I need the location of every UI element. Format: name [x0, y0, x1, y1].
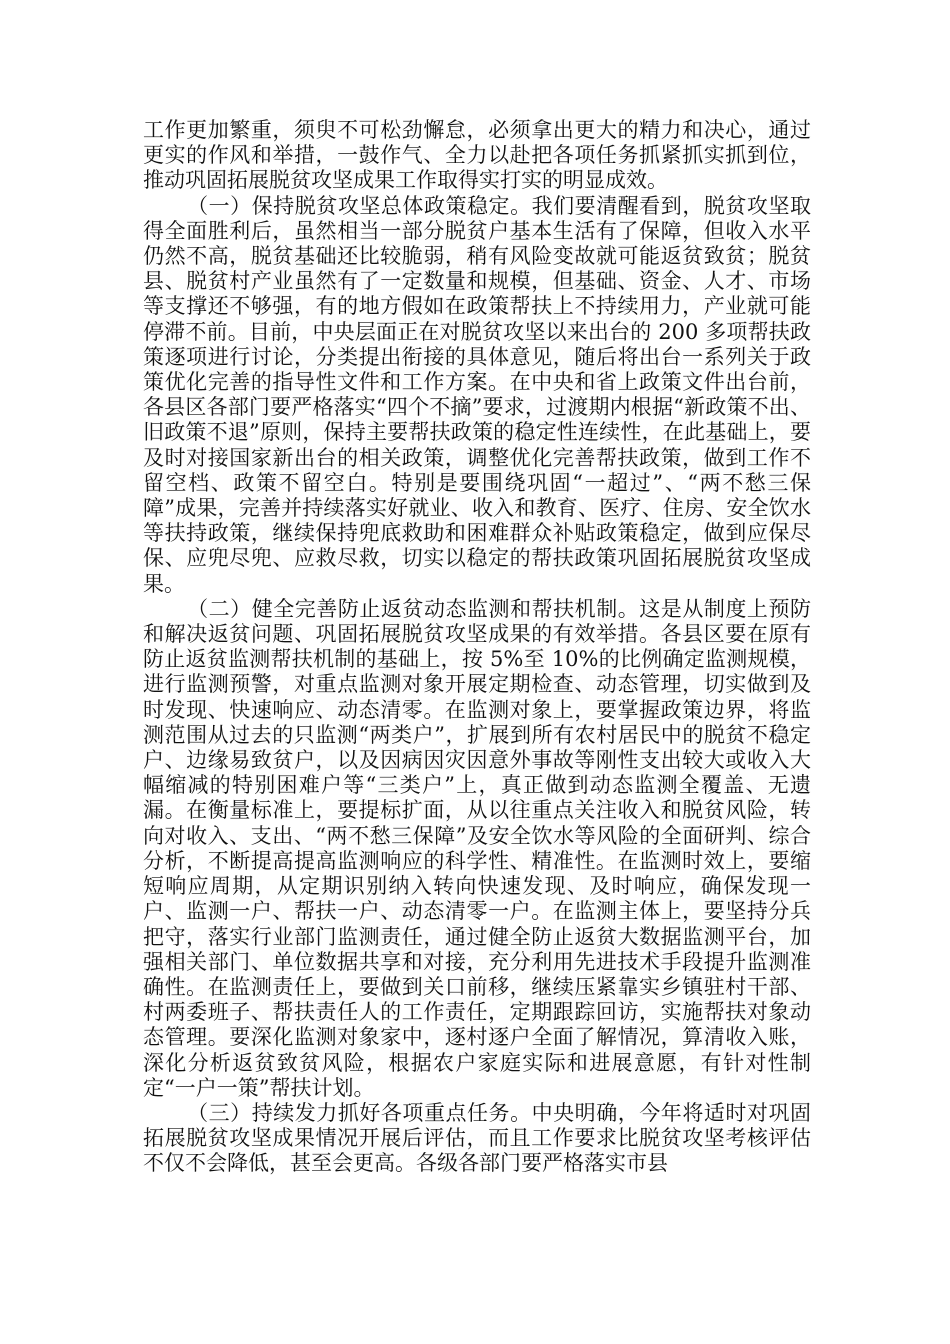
paragraph-section-3: （三）持续发力抓好各项重点任务。中央明确，今年将适时对巩固拓展脱贫攻坚成果情况开展后评估，而且工作要求比脱贫攻坚考核评估不仅不会降低，甚至会更高。各级各部门要严格落实市县	[143, 1100, 811, 1176]
paragraph-opening: 工作更加繁重，须臾不可松劲懈怠，必须拿出更大的精力和决心，通过更实的作风和举措，一鼓作气、全力以赴把各项任务抓紧抓实抓到位，推动巩固拓展脱贫攻坚成果工作取得实打实的明显成效。	[143, 118, 811, 193]
paragraph-section-2: （二）健全完善防止返贫动态监测和帮扶机制。这是从制度上预防和解决返贫问题、巩固拓展脱贫攻坚成果的有效举措。各县区要在原有防止返贫监测帮扶机制的基础上，按 5%至 10%的比例确定监测规模，进行监测预警，对重点监测对象开展定期检查、动态管理，切实做到及时发现、快速响应、动态清零。在监测对象上，要掌握政策边界，将监测范围从过去的只监测“两类户”，扩展到所有农村居民中的脱贫不稳定户、边缘易致贫户，以及因病因灾因意外事故等刚性支出较大或收入大幅缩减的特别困难户等“三类户”上，真正做到动态监测全覆盖、无遗漏。在衡量标准上，要提标扩面，从以往重点关注收入和脱贫风险，转向对收入、支出、“两不愁三保障”及安全饮水等风险的全面研判、综合分析，不断提高提高监测响应的科学性、精准性。在监测时效上，要缩短响应周期，从定期识别纳入转向快速发现、及时响应，确保发现一户、监测一户、帮扶一户、动态清零一户。在监测主体上，要坚持分兵把守，落实行业部门监测责任，通过健全防止返贫大数据监测平台，加强相关部门、单位数据共享和对接，充分利用先进技术手段提升监测准确性。在监测责任上，要做到关口前移，继续压紧靠实乡镇驻村干部、村两委班子、帮扶责任人的工作责任，定期跟踪回访，实施帮扶对象动态管理。要深化监测对象家中，逐村逐户全面了解情况，算清收入账，深化分析返贫致贫风险，根据农户家庭实际和进展意愿，有针对性制定“一户一策”帮扶计划。	[143, 596, 811, 1100]
paragraph-section-1: （一）保持脱贫攻坚总体政策稳定。我们要清醒看到，脱贫攻坚取得全面胜利后，虽然相当一部分脱贫户基本生活有了保障，但收入水平仍然不高，脱贫基础还比较脆弱，稍有风险变故就可能返贫致贫；脱贫县、脱贫村产业虽然有了一定数量和规模，但基础、资金、人才、市场等支撑还不够强，有的地方假如在政策帮扶上不持续用力，产业就可能停滞不前。目前，中央层面正在对脱贫攻坚以来出台的 200 多项帮扶政策逐项进行讨论，分类提出衔接的具体意见，随后将出台一系列关于政策优化完善的指导性文件和工作方案。在中央和省上政策文件出台前，各县区各部门要严格落实“四个不摘”要求，过渡期内根据“新政策不出、旧政策不退”原则，保持主要帮扶政策的稳定性连续性，在此基础上，要及时对接国家新出台的相关政策，调整优化完善帮扶政策，做到工作不留空档、政策不留空白。特别是要围绕巩固“一超过”、“两不愁三保障”成果，完善并持续落实好就业、收入和教育、医疗、住房、安全饮水等扶持政策，继续保持兜底救助和困难群众补贴政策稳定，做到应保尽保、应兜尽兜、应救尽救，切实以稳定的帮扶政策巩固拓展脱贫攻坚成果。	[143, 193, 811, 596]
document-body	[143, 118, 811, 1177]
